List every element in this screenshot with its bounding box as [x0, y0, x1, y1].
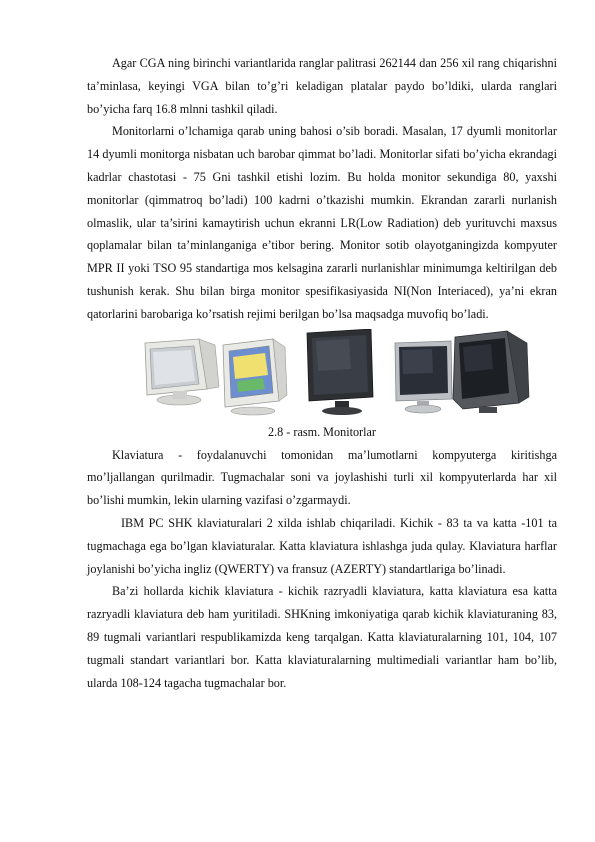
document-page	[87, 52, 557, 694]
paragraph-cga-vga: Agar CGA ning birinchi variantlarida ranglar palitrasi 262144 dan 256 xil rang chiqarishni ta’minlasa, keyingi VGA bilan to’g’ri keladigan platalar paydo bo’ldiki, ularda ranglari bo’yicha farq 16.8 mlnni tashkil qiladi.	[87, 56, 557, 116]
monitor-silver-lcd	[395, 341, 452, 413]
paragraph-keyboard-definition: Klaviatura - foydalanuvchi tomonidan ma’lumotlarni kompyuterga kiritishga mo’ljallangan qurilmadir. Tugmachalar soni va joylashishi turli xil kompyuterlarda har xil bo’lishi mumkin, lekin ularning vazifasi o’zgarmaydi.	[87, 447, 557, 508]
figure-caption: 2.8 - rasm. Monitorlar	[268, 424, 376, 439]
monitors-illustration	[87, 329, 557, 417]
paragraph-monitor-size: Monitorlarni o’lchamiga qarab uning bahosi o’sib boradi. Masalan, 17 dyumli monitorlar 14 dyumli monitorga nisbatan uch barobar qimmat bo’ladi. Monitorlar sifati bo’yicha ekrandagi kadrlar chastotasi - 75 Gni tashkil etishi lozim. Bu holda monitor sekundiga 80, yaxshi monitorlar (qimmatroq bo’ladi) 100 kadrni o’tkazishi mumkin. Ekrandan zararli nurlanish olmaslik, ular ta’sirini kamaytirish uchun ekranni LR(Low Radiation) deb yurituvchi maxsus qoplamalar bilan ta’minlanganiga e’tibor bering. Monitor sotib olayotganingizda kompyuter MPR II yoki TSO 95 standartiga mos kelsagina zararli nurlanishlar minimumga keltirilgan deb tushunish kerak. Shu bilan birga monitor spesifikasiyasida NI(Non Interiaced), ya’ni ekran qatorlarini barobariga ko’rsatish rejimi berilgan bo’lsa maqsadga muvofiq bo’ladi.	[87, 124, 557, 321]
monitor-beige-crt-desktop	[223, 339, 287, 415]
monitors-figure	[87, 329, 557, 417]
monitor-black-lcd	[307, 329, 373, 415]
paragraph-keyboard-variants: Ba’zi hollarda kichik klaviatura - kichik razryadli klaviatura, katta klaviatura esa katta razryadli klaviatura deb ham yuritiladi. SHKning imkoniyatiga qarab kichik klaviaturaning 83, 89 tugmali variantlari respublikamizda keng tarqalgan. Katta klaviaturalarning 101, 104, 107 tugmali standart variantlari bor. Katta klaviaturalarning multimediali variantlar ham bo’lib, ularda 108-124 tagacha tugmachalar bor.	[87, 584, 557, 690]
monitor-beige-crt-small	[145, 339, 219, 405]
paragraph-keyboard-types: IBM PC SHK klaviaturalari 2 xilda ishlab chiqariladi. Kichik - 83 ta va katta -101 ta tugmachaga ega bo’lgan klaviaturalar. Katta klaviatura ishlashga juda qulay. Klaviatura harflar joylanishi bo’yicha ingliz (QWERTY) va fransuz (AZERTY) standartlariga bo’linadi.	[87, 515, 557, 576]
monitor-dark-crt	[453, 331, 529, 413]
